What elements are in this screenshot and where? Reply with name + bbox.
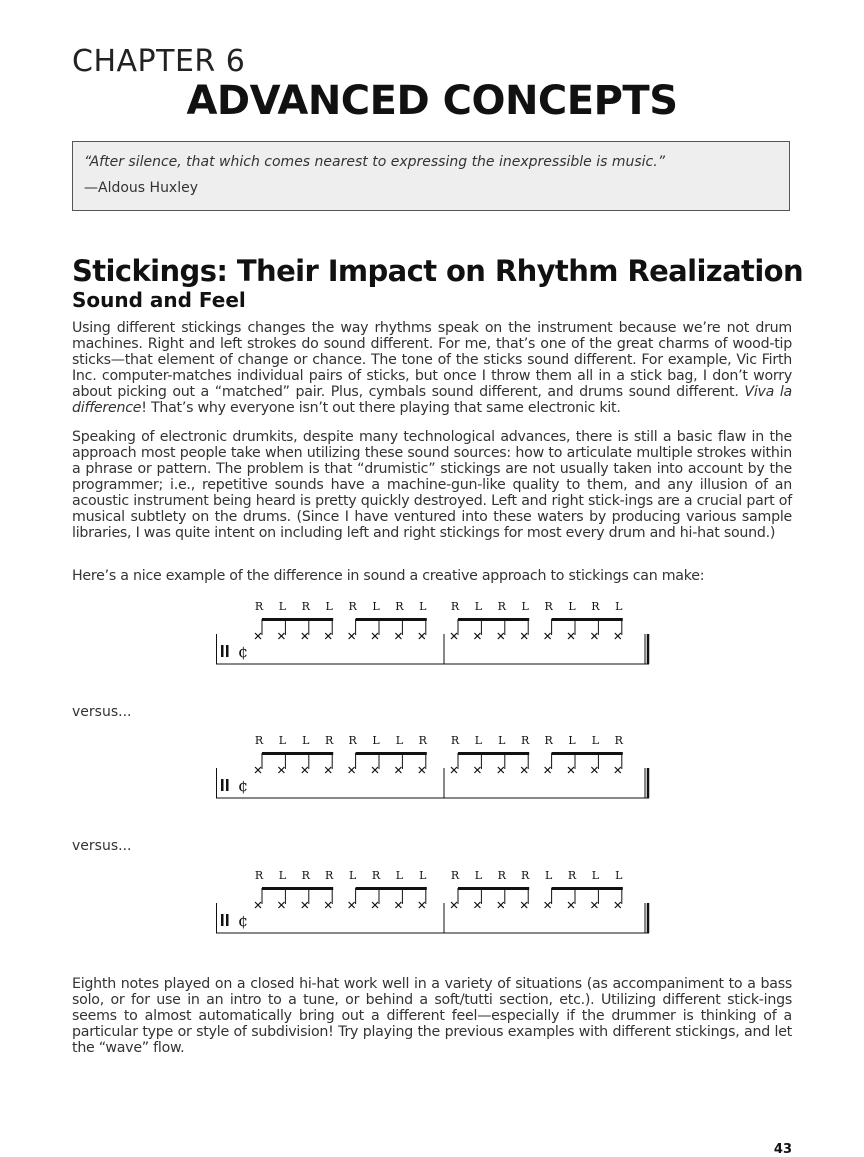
hi-hat-notehead <box>349 633 355 639</box>
note-beam <box>552 752 623 755</box>
quote-author: —Aldous Huxley <box>84 180 199 196</box>
hi-hat-notehead <box>474 633 480 639</box>
notation-example-3 <box>216 866 656 938</box>
sticking-label: R <box>325 734 334 747</box>
hi-hat-notehead <box>545 633 551 639</box>
sticking-label: R <box>497 600 506 613</box>
quote-box <box>72 141 790 211</box>
hi-hat-notehead <box>278 902 284 908</box>
sticking-label: R <box>325 869 334 882</box>
subsection-title: Sound and Feel <box>72 288 246 312</box>
note-beam <box>458 752 529 755</box>
hi-hat-notehead <box>255 767 261 773</box>
note-beam <box>552 618 623 621</box>
hi-hat-notehead <box>474 902 480 908</box>
chapter-label: CHAPTER 6 <box>72 44 246 79</box>
percussion-clef-bar <box>226 779 229 791</box>
sticking-label: R <box>371 869 381 882</box>
hi-hat-notehead <box>498 633 504 639</box>
percussion-clef-bar <box>226 914 229 926</box>
sticking-label: L <box>325 600 333 613</box>
sticking-label: L <box>278 869 287 882</box>
section-title: Stickings: Their Impact on Rhythm Realization <box>72 254 804 288</box>
hi-hat-notehead <box>451 767 457 773</box>
hi-hat-notehead <box>521 633 527 639</box>
quote-text: “After silence, that which comes nearest to expressing the inexpressible is music.” <box>84 154 665 170</box>
hi-hat-notehead <box>302 633 308 639</box>
sticking-label: R <box>497 869 506 882</box>
sticking-label: R <box>614 734 623 747</box>
hi-hat-notehead <box>255 633 261 639</box>
hi-hat-notehead <box>545 902 551 908</box>
sticking-label: L <box>395 734 404 747</box>
hi-hat-notehead <box>419 902 425 908</box>
note-beam <box>356 618 427 621</box>
hi-hat-notehead <box>521 902 527 908</box>
sticking-label: L <box>372 734 380 747</box>
hi-hat-notehead <box>349 902 355 908</box>
sticking-label: L <box>568 600 576 613</box>
hi-hat-notehead <box>302 902 308 908</box>
hi-hat-notehead <box>568 633 574 639</box>
note-beam <box>356 887 427 890</box>
time-signature: ¢ <box>238 776 249 795</box>
paragraph-1-emphasis: Viva la difference <box>72 384 792 416</box>
sticking-label: L <box>278 600 287 613</box>
hi-hat-notehead <box>521 767 527 773</box>
sticking-label: R <box>301 600 310 613</box>
hi-hat-notehead <box>545 767 551 773</box>
sticking-label: L <box>591 869 600 882</box>
hi-hat-notehead <box>419 633 425 639</box>
notation-example-1 <box>216 597 656 669</box>
sticking-label: R <box>450 600 460 613</box>
paragraph-1-text-a: Using different stickings changes the way rhythms speak on the instrument because we’re not drum machines. Right and left strokes do sound different. For me, that’s one of the great charms of wood-tip sticks—that element of change or chance. The tone of the sticks sound different. For example, Vic Firth Inc. computer-matches individual pairs of sticks, but once I throw them all in a stick bag, I don’t worry about picking out a “matched” pair. Plus, cymbals sound different, and drums sound different. <box>72 320 792 400</box>
paragraph-4: Eighth notes played on a closed hi-hat work well in a variety of situations (as accompaniment to a bass solo, or for use in an intro to a tune, or behind a soft/tutti section, etc.). Utilizing different stick-ings seems to almost automatically bring out a different feel—especially if the drummer is thinking of a particular type or style of subdivision! Try playing the previous examples with different stickings, and let the “wave” flow. <box>72 976 792 1056</box>
sticking-label: L <box>591 734 600 747</box>
sticking-label: L <box>372 600 380 613</box>
time-signature: ¢ <box>238 911 249 930</box>
note-beam <box>552 887 623 890</box>
sticking-label: L <box>348 869 357 882</box>
hi-hat-notehead <box>372 633 378 639</box>
sticking-label: L <box>544 869 553 882</box>
sticking-label: L <box>419 869 427 882</box>
sticking-label: R <box>450 869 460 882</box>
percussion-clef-bar <box>221 645 224 657</box>
sticking-label: L <box>615 600 623 613</box>
paragraph-1-text-b: ! That’s why everyone isn’t out there playing that same electronic kit. <box>141 400 621 416</box>
hi-hat-notehead <box>395 902 401 908</box>
hi-hat-notehead <box>591 902 597 908</box>
sticking-label: L <box>474 600 483 613</box>
hi-hat-notehead <box>419 767 425 773</box>
sticking-label: R <box>591 600 600 613</box>
hi-hat-notehead <box>349 767 355 773</box>
hi-hat-notehead <box>568 767 574 773</box>
sticking-label: R <box>567 869 577 882</box>
sticking-label: L <box>568 734 576 747</box>
hi-hat-notehead <box>302 767 308 773</box>
sticking-label: L <box>521 600 529 613</box>
note-beam <box>262 752 333 755</box>
hi-hat-notehead <box>498 902 504 908</box>
hi-hat-notehead <box>615 767 621 773</box>
paragraph-1 <box>72 320 792 416</box>
hi-hat-notehead <box>451 633 457 639</box>
sticking-label: L <box>302 734 310 747</box>
sticking-label: R <box>521 734 530 747</box>
hi-hat-notehead <box>325 633 331 639</box>
sticking-label: L <box>395 869 404 882</box>
sticking-label: R <box>450 734 460 747</box>
note-beam <box>458 618 529 621</box>
note-beam <box>458 887 529 890</box>
hi-hat-notehead <box>568 902 574 908</box>
sticking-label: R <box>395 600 404 613</box>
sticking-label: R <box>418 734 427 747</box>
note-beam <box>262 618 333 621</box>
hi-hat-notehead <box>498 767 504 773</box>
hi-hat-notehead <box>615 633 621 639</box>
sticking-label: R <box>301 869 310 882</box>
paragraph-3: Here’s a nice example of the difference in sound a creative approach to stickings can make: <box>72 568 705 584</box>
hi-hat-notehead <box>591 767 597 773</box>
sticking-label: R <box>254 600 264 613</box>
paragraph-2: Speaking of electronic drumkits, despite many technological advances, there is still a basic flaw in the approach most people take when utilizing these sound sources: how to articulate multiple strokes within a phrase or pattern. The problem is that “drumistic” stickings are not usually taken into account by the programmer; i.e., repetitive sounds have a machine-gun-like quality to them, and any illusion of an acoustic instrument being heard is pretty quickly destroyed. Left and right stick-ings are a crucial part of musical subtlety on the drums. (Since I have ventured into these waters by producing various sample libraries, I was quite intent on including left and right stickings for most every drum and hi-hat sound.) <box>72 429 792 541</box>
hi-hat-notehead <box>395 767 401 773</box>
sticking-label: R <box>254 869 264 882</box>
hi-hat-notehead <box>278 767 284 773</box>
hi-hat-notehead <box>451 902 457 908</box>
hi-hat-notehead <box>615 902 621 908</box>
hi-hat-notehead <box>255 902 261 908</box>
sticking-label: R <box>348 734 357 747</box>
notation-example-2 <box>216 731 656 803</box>
sticking-label: R <box>254 734 264 747</box>
sticking-label: L <box>474 869 483 882</box>
page-number: 43 <box>773 1142 792 1157</box>
percussion-clef-bar <box>221 779 224 791</box>
sticking-label: L <box>278 734 287 747</box>
sticking-label: R <box>544 600 553 613</box>
note-beam <box>262 887 333 890</box>
sticking-label: L <box>419 600 427 613</box>
sticking-label: R <box>521 869 530 882</box>
sticking-label: L <box>615 869 623 882</box>
hi-hat-notehead <box>474 767 480 773</box>
versus-label-1: versus... <box>72 704 132 720</box>
hi-hat-notehead <box>372 902 378 908</box>
sticking-label: L <box>498 734 506 747</box>
versus-label-2: versus... <box>72 838 132 854</box>
hi-hat-notehead <box>325 902 331 908</box>
hi-hat-notehead <box>591 633 597 639</box>
hi-hat-notehead <box>325 767 331 773</box>
percussion-clef-bar <box>221 914 224 926</box>
hi-hat-notehead <box>278 633 284 639</box>
note-beam <box>356 752 427 755</box>
hi-hat-notehead <box>395 633 401 639</box>
percussion-clef-bar <box>226 645 229 657</box>
sticking-label: R <box>544 734 553 747</box>
chapter-title: ADVANCED CONCEPTS <box>186 78 678 124</box>
sticking-label: L <box>474 734 483 747</box>
hi-hat-notehead <box>372 767 378 773</box>
sticking-label: R <box>348 600 357 613</box>
time-signature: ¢ <box>238 642 249 661</box>
